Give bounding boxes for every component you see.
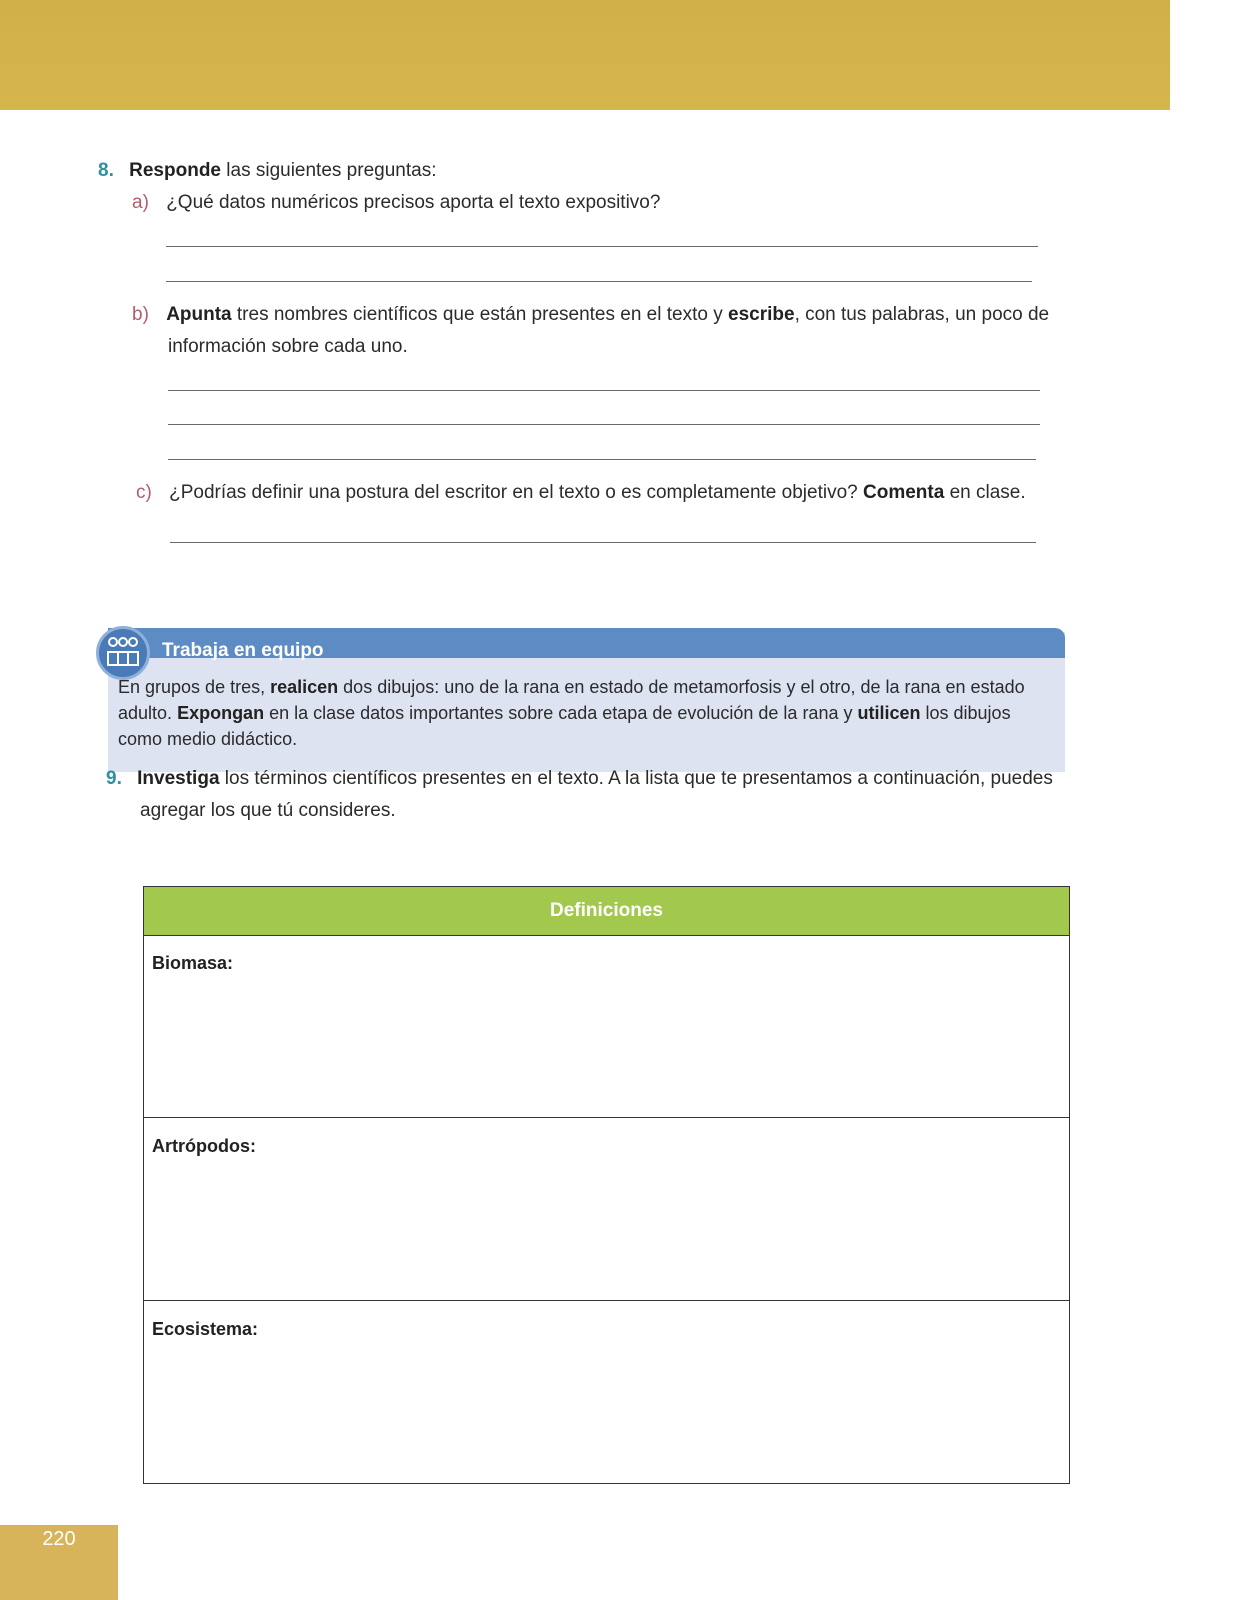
team-verb: utilicen (857, 703, 921, 723)
question-verb: Comenta (863, 482, 945, 503)
question-8b-continuation: información sobre cada uno. (168, 336, 408, 357)
team-verb: realicen (270, 677, 339, 697)
answer-line[interactable] (166, 281, 1032, 282)
question-verb: Responde (129, 160, 221, 181)
question-verb: escribe (728, 304, 795, 325)
question-8c-text-1: ¿Podrías definir una postura del escritor en el texto o es completamente objetivo? (169, 482, 858, 503)
question-9-text-1: los términos científicos presentes en el texto. A la lista que te presentamos a continuación, puedes (224, 768, 1053, 789)
definition-term: Ecosistema: (152, 1319, 259, 1339)
question-number: 8. (98, 160, 114, 181)
sub-letter-a: a) (132, 192, 149, 213)
question-9-continuation: agregar los que tú consideres. (140, 800, 396, 821)
question-number: 9. (106, 768, 122, 789)
team-text-part: los dibujos como medio didáctico. (118, 703, 1011, 749)
question-text: las siguientes preguntas: (226, 160, 437, 181)
definition-row[interactable] (144, 1301, 1069, 1484)
team-work-title: Trabaja en equipo (162, 640, 324, 661)
answer-line[interactable] (170, 542, 1036, 543)
question-8-heading (98, 158, 436, 184)
team-text-part: en la clase datos importantes sobre cada etapa de evolución de la rana y (269, 703, 853, 723)
question-8c (136, 480, 1056, 506)
question-8b (132, 302, 1052, 328)
answer-line[interactable] (168, 459, 1036, 460)
definition-row[interactable] (144, 935, 1069, 1118)
group-people-icon (96, 626, 150, 680)
answer-line[interactable] (166, 246, 1038, 247)
definition-row[interactable] (144, 1118, 1069, 1301)
question-verb: Investiga (137, 768, 220, 789)
definitions-header: Definiciones (144, 887, 1069, 936)
team-work-text (118, 674, 1048, 752)
team-text-part: En grupos de tres, (118, 677, 266, 697)
question-8a (132, 190, 660, 216)
question-9-heading (106, 766, 1066, 792)
question-8b-text-1: tres nombres científicos que están presentes en el texto y (236, 304, 723, 325)
question-verb: Apunta (166, 304, 232, 325)
answer-line[interactable] (168, 390, 1040, 391)
definition-term: Biomasa: (152, 953, 234, 973)
top-color-band (0, 0, 1170, 110)
page-number: 220 (42, 1528, 76, 1550)
team-text-part: dos dibujos: uno de la rana en estado de metamorfosis y el otro, de la rana en estado adulto. (118, 677, 1025, 723)
definitions-table (143, 886, 1070, 1484)
sub-letter-c: c) (136, 482, 152, 503)
question-8c-text-2: en clase. (949, 482, 1026, 503)
question-8b-text-2: , con tus palabras, un poco de (794, 304, 1050, 325)
sub-letter-b: b) (132, 304, 149, 325)
answer-line[interactable] (168, 424, 1040, 425)
definition-term: Artrópodos: (152, 1136, 256, 1156)
question-8a-text: ¿Qué datos numéricos precisos aporta el texto expositivo? (166, 192, 661, 213)
team-verb: Expongan (177, 703, 265, 723)
